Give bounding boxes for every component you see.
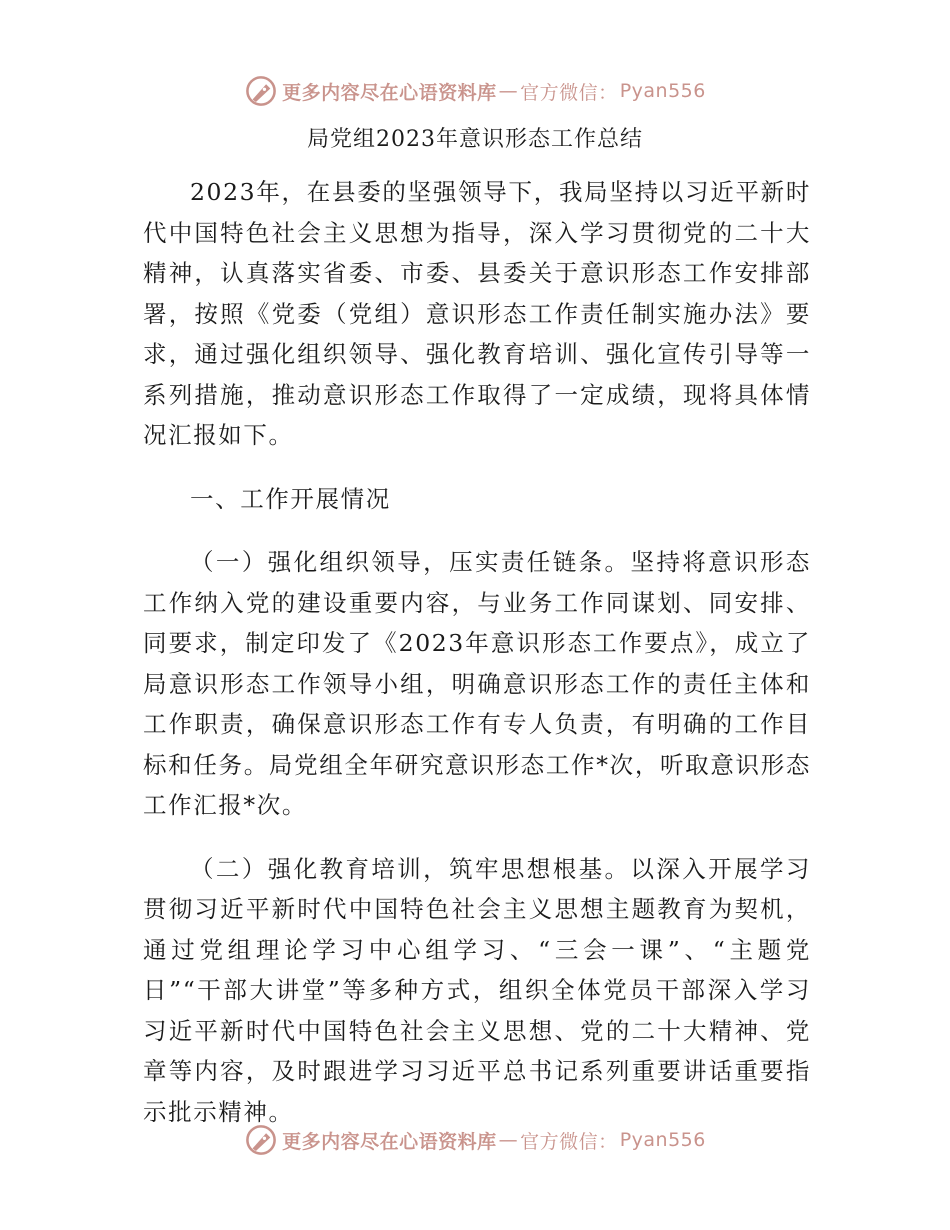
pen-nib-logo-icon	[244, 1123, 278, 1157]
document-body	[143, 172, 811, 1132]
section-heading-1: 一、工作开展情况	[190, 484, 391, 513]
watermark-brand-text: 更多内容尽在心语资料库	[282, 1130, 497, 1153]
paragraph-intro: 2023年，在县委的坚强领导下，我局坚持以习近平新时代中国特色社会主义思想为指导，深入学习贯彻党的二十大精神，认真落实省委、市委、县委关于意识形态工作安排部署，按照《党委（党组）意识形态工作责任制实施办法》要求，通过强化组织领导、强化教育培训、强化宣传引导等一系列措施，推动意识形态工作取得了一定成绩，现将具体情况汇报如下。	[143, 178, 811, 449]
watermark-banner-bottom	[0, 1120, 950, 1160]
watermark-brand-text: 更多内容尽在心语资料库	[282, 81, 497, 104]
paragraph-section-1-2: （二）强化教育培训，筑牢思想根基。以深入开展学习贯彻习近平新时代中国特色社会主义思想主题教育为契机，通过党组理论学习中心组学习、“三会一课”、“主题党日”“干部大讲堂”等多种方式，组织全体党员干部深入学习习近平新时代中国特色社会主义思想、党的二十大精神、党章等内容，及时跟进学习习近平总书记系列重要讲话重要指示批示精神。	[143, 854, 811, 1126]
watermark-wechat-id: Pyan556	[619, 80, 706, 102]
watermark-separator: —	[498, 80, 519, 102]
paragraph-section-1-1: （一）强化组织领导，压实责任链条。坚持将意识形态工作纳入党的建设重要内容，与业务工作同谋划、同安排、同要求，制定印发了《2023年意识形态工作要点》，成立了局意识形态工作领导小组，明确意识形态工作的责任主体和工作职责，确保意识形态工作有专人负责，有明确的工作目标和任务。局党组全年研究意识形态工作*次，听取意识形态工作汇报*次。	[143, 548, 811, 819]
document-title: 局党组2023年意识形态工作总结	[307, 127, 643, 152]
watermark-suffix: 官方微信：	[520, 1130, 618, 1153]
watermark-banner-top	[0, 71, 950, 111]
pen-nib-logo-icon	[244, 74, 278, 108]
watermark-wechat-id: Pyan556	[619, 1129, 706, 1151]
watermark-separator: —	[498, 1129, 519, 1151]
watermark-suffix: 官方微信：	[520, 81, 618, 104]
